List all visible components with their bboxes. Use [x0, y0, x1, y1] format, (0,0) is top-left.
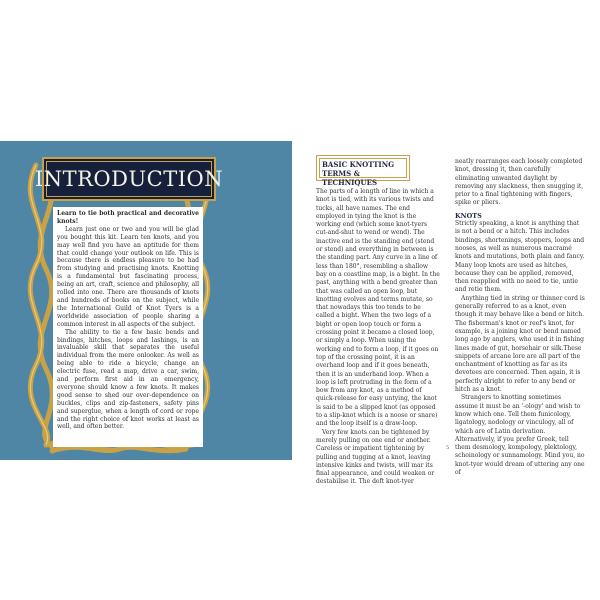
- intro-paragraph: The ability to tie a few basic bends and bindings, hitches, loops and lashings, is an invaluable skill that separates the useful individual from the mere onlooker. As well as being able to ride a bicycle, change an electric fuse, read a map, drive a car, swim, and perform first aid in an emergency, everyone should know a few knots. It makes good sense to shed our over-dependence on buckles, clips and zip-fasteners, safety pins and superglue, when a length of cord or rope and the right choice of knot works at least as well, and often better.: [57, 328, 199, 431]
- left-page: [0, 141, 292, 460]
- text-column-1: [316, 188, 440, 486]
- section-heading: [316, 155, 410, 187]
- body-paragraph: neatly rearranges each loosely completed knot, dressing it, then carefully eliminating unwanted daylight by removing any slackness, then snugging it, prior to a final tightening with fingers, spike or pliers.: [455, 158, 584, 207]
- intro-title-banner: [34, 157, 224, 201]
- body-paragraph: Very few knots can be tightened by merely pulling on one end or another. Careless or impatient tightening by pulling and tugging at a knot, leaving intensive kinks and twists, will mar its final appearance, and could weaken or destabilise it. The deft knot-tyer: [316, 428, 435, 486]
- section-heading-line: TERMS & TECHNIQUES: [322, 169, 377, 187]
- intro-lead: Learn to tie both practical and decorative knots!: [57, 210, 199, 225]
- intro-paragraph: Learn just one or two and you will be glad you bought this kit. Learn ten knots, and you may well find you have an aptitude for them that could change your outlook on life. This is because there is endless pleasure to be had from studying and practising knots. Knotting is a fundamental but fascinating process, being an art, craft, science and philosophy, all rolled into one. There are thousands of knots and hundreds of books on the subject, while the International Guild of Knot Tyers is a worldwide association of people sharing a common interest in all aspects of the subject.: [57, 225, 199, 328]
- body-paragraph: Anything tied in string or thinner cord is generally referred to as a knot, even though it may behave like a bend or hitch. The fisherman's knot or reef's knot, for example, is a joining knot or bend named long ago by anglers, who used it in fishing lines made of gut, horsehair or silk.These snippets of arcane lore are all part of the enchantment of knotting as far as its devotees are concerned. Then again, it is perfectly alright to refer to any bend or hitch as a knot.: [455, 294, 585, 394]
- text-column-2: [455, 158, 585, 476]
- right-page: [305, 141, 600, 486]
- intro-text-panel: [53, 207, 203, 447]
- subheading-knots: KNOTS: [455, 211, 482, 220]
- page-number: 5: [446, 445, 450, 451]
- body-paragraph: Strangers to knotting sometimes assume it must be an '-ology' and wish to know which one. Tell them funicology, ligatology, nodology or vinculogy, all of which are of Latin derivation. Alternatively, if you prefer Greek, tell them desmology, kompology, plektology, schoinology or sunnamology. Mind you, no knot-tyer would dream of uttering any one of: [455, 394, 585, 476]
- section-heading-line: BASIC KNOTTING: [322, 160, 395, 169]
- page-title: INTRODUCTION: [34, 167, 224, 191]
- body-paragraph: Strictly speaking, a knot is anything that is not a bend or a hitch. This includes bindings, shortenings, stoppers, loops and nooses, as well as numerous macramé knots and mutations, both plain and fancy. Many loop knots are used as hitches, because they can be applied, removed, then reapplied with no need to tie, untie and retie them.: [455, 220, 585, 294]
- body-paragraph: The parts of a length of line in which a knot is tied, with its various twists and tucks, all have names. The end employed in tying the knot is the working end (which some knot-tyers cut-and-shut to wend or wend). The inactive end is the standing end (stend or stend) and everything in between is the standing part. Any curve in a line of less than 180°, resembling a shallow bay on a coastline map, is a bight. In the past, anything with a bend greater than that was called an open loop, but knotting evolves and terms mutate, so that nowadays this too tends to be called a bight. When the two legs of a bight or open loop touch or form a crossing point it became a closed loop, or simply a loop. When using the working end to form a loop, if it goes on top of the crossing point, it is an overhand loop and if it goes beneath, then it is an underhand loop. When a loop is left protruding in the form of a bow from any knot, as a method of quick-release for easy untying, the knot is said to be a slipped knot (as opposed to a slip-knot which is a noose or snare) and the loop itself is a draw-loop.: [316, 188, 440, 428]
